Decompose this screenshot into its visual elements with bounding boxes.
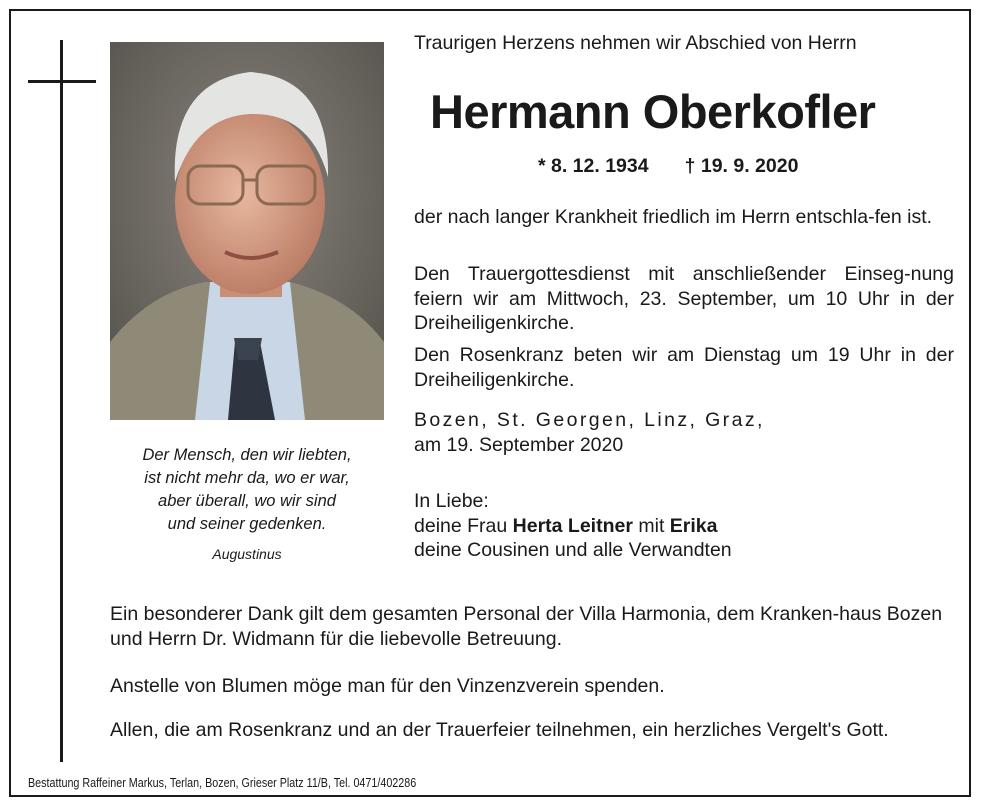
life-dates bbox=[538, 155, 798, 178]
birth-date: * 8. 12. 1934 bbox=[538, 155, 649, 177]
paragraph: der nach langer Krankheit friedlich im Herrn entschla-fen ist. bbox=[414, 206, 933, 228]
quote-author: Augustinus bbox=[212, 546, 282, 562]
mourners-line-1 bbox=[414, 514, 732, 539]
quote bbox=[110, 444, 384, 536]
mourners-prefix: deine Frau bbox=[414, 514, 513, 537]
paragraph: Den Rosenkranz beten wir am Dienstag um 19 Uhr in der Dreiheiligenkirche. bbox=[414, 344, 954, 391]
quote-line: aber überall, wo wir sind bbox=[158, 492, 336, 510]
mourners-heading: In Liebe: bbox=[414, 490, 489, 512]
mourners-line-2: deine Cousinen und alle Verwandten bbox=[414, 539, 732, 561]
funeral-home-footer: Bestattung Raffeiner Markus, Terlan, Bozen, Grieser Platz 11/B, Tel. 0471/402286 bbox=[28, 776, 417, 790]
date-line: am 19. September 2020 bbox=[414, 433, 624, 456]
intro-text: Traurigen Herzens nehmen wir Abschied von Herrn bbox=[414, 32, 857, 54]
quote-line: und seiner gedenken. bbox=[167, 515, 327, 533]
wife-name: Herta Leitner bbox=[512, 514, 633, 537]
mourners bbox=[414, 489, 732, 563]
quote-line: ist nicht mehr da, wo er war, bbox=[144, 469, 350, 487]
closing-paragraph: Allen, die am Rosenkranz und an der Trauerfeier teilnehmen, ein herzliches Vergelt's Gott. bbox=[110, 719, 889, 741]
paragraph: Den Trauergottesdienst mit anschließender Einseg-nung feiern wir am Mittwoch, 23. September, um 10 Uhr in der Dreiheiligenkirche. bbox=[414, 263, 954, 334]
flowers-paragraph: Anstelle von Blumen möge man für den Vinzenzverein spenden. bbox=[110, 675, 665, 697]
thanks-paragraph: Ein besonderer Dank gilt dem gesamten Personal der Villa Harmonia, dem Kranken-haus Bozen und Herrn Dr. Widmann für die liebevolle Betreuung. bbox=[110, 603, 943, 650]
deceased-name: Hermann Oberkofler bbox=[430, 85, 876, 138]
cross-icon bbox=[60, 40, 63, 762]
place-date bbox=[414, 408, 765, 457]
child-name: Erika bbox=[669, 514, 718, 537]
quote-line: Der Mensch, den wir liebten, bbox=[142, 446, 352, 464]
cross-icon-bar bbox=[28, 80, 96, 83]
portrait-photo bbox=[110, 42, 384, 420]
mourners-mid: mit bbox=[632, 514, 670, 537]
death-date: † 19. 9. 2020 bbox=[684, 155, 799, 177]
place-line: Bozen, St. Georgen, Linz, Graz, bbox=[414, 409, 765, 431]
